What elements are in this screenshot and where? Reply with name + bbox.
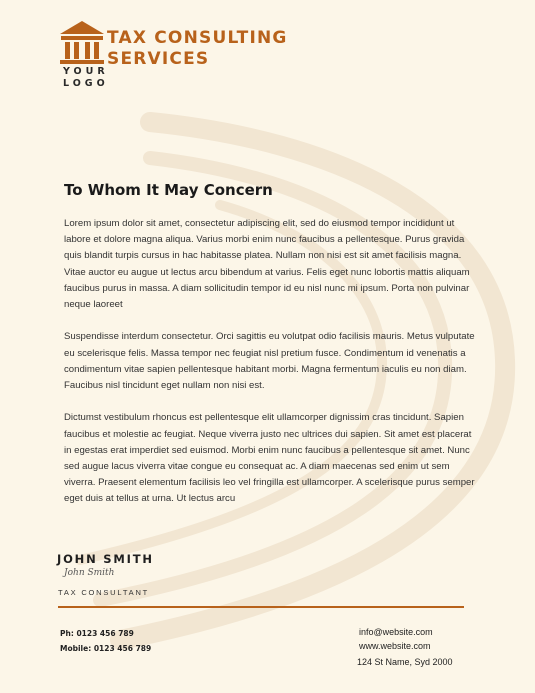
mobile-number: Mobile: 0123 456 789 — [60, 644, 152, 653]
website-url: www.website.com — [359, 640, 431, 651]
body-paragraph-1: Lorem ipsum dolor sit amet, consectetur adipiscing elit, sed do eiusmod tempor incididunt ut labore et dolore magna aliqua. Varius morbi enim nunc faucibus a pellentesque. Purus gravida quis blandit turpis cursus in hac habitasse platea. Nullam non nisi est sit amet facilisis magna. Vitae auctor eu augue ut lectus arcu bibendum at varius. Felis eget nunc lobortis mattis aliquam faucibus purus in massa. A diam sollicitudin tempor id eu nisl nunc mi ipsum. Porta non pulvinar neque laoreet — [64, 218, 470, 311]
bank-building-icon — [58, 19, 106, 67]
postal-address: 124 St Name, Syd 2000 — [357, 657, 453, 667]
logo-text-line2: LOGO — [63, 78, 109, 89]
online-contact-block — [359, 626, 433, 653]
company-name — [107, 28, 288, 70]
body-paragraph-2: Suspendisse interdum consectetur. Orci sagittis eu volutpat odio facilisis mauris. Metus vulputate eu scelerisque felis. Massa tempor nec feugiat nisl pretium fusce. Condimentum id venenatis a condimentum vitae sapien pellentesque habitant morbi. Magna fermentum iaculis eu non diam. Faucibus nisl tincidunt eget nullam non nisi est. — [64, 331, 475, 392]
email-address: info@website.com — [359, 627, 433, 637]
logo-text-line1: YOUR — [63, 66, 109, 77]
company-name-line2: SERVICES — [107, 49, 210, 69]
footer-divider — [58, 606, 464, 608]
letter-salutation: To Whom It May Concern — [64, 181, 273, 199]
company-name-line1: TAX CONSULTING — [107, 28, 288, 48]
logo-wordmark — [63, 66, 109, 90]
phone-number: Ph: 0123 456 789 — [60, 629, 134, 638]
signer-name: JOHN SMITH — [57, 552, 154, 566]
handwritten-signature: John Smith — [64, 568, 115, 578]
body-paragraph-3: Dictumst vestibulum rhoncus est pellentesque elit ullamcorper dignissim cras tincidunt. Sapien faucibus et molestie ac feugiat. Neque viverra justo nec ultrices dui sapien. Sit amet est placerat in egestas erat imperdiet sed euismod. Morbi enim nunc faucibus a pellentesque sit amet. Nunc sed augue lacus viverra vitae congue eu consequat ac. A diam maecenas sed enim ut sem viverra. Praesent elementum facilisis leo vel fringilla est ullamcorper. A scelerisque purus semper eget duis at tellus at urna. Ut lectus arcu — [64, 412, 475, 505]
phone-block — [60, 626, 151, 656]
signer-title: TAX CONSULTANT — [58, 588, 150, 597]
letter-body — [64, 216, 476, 524]
